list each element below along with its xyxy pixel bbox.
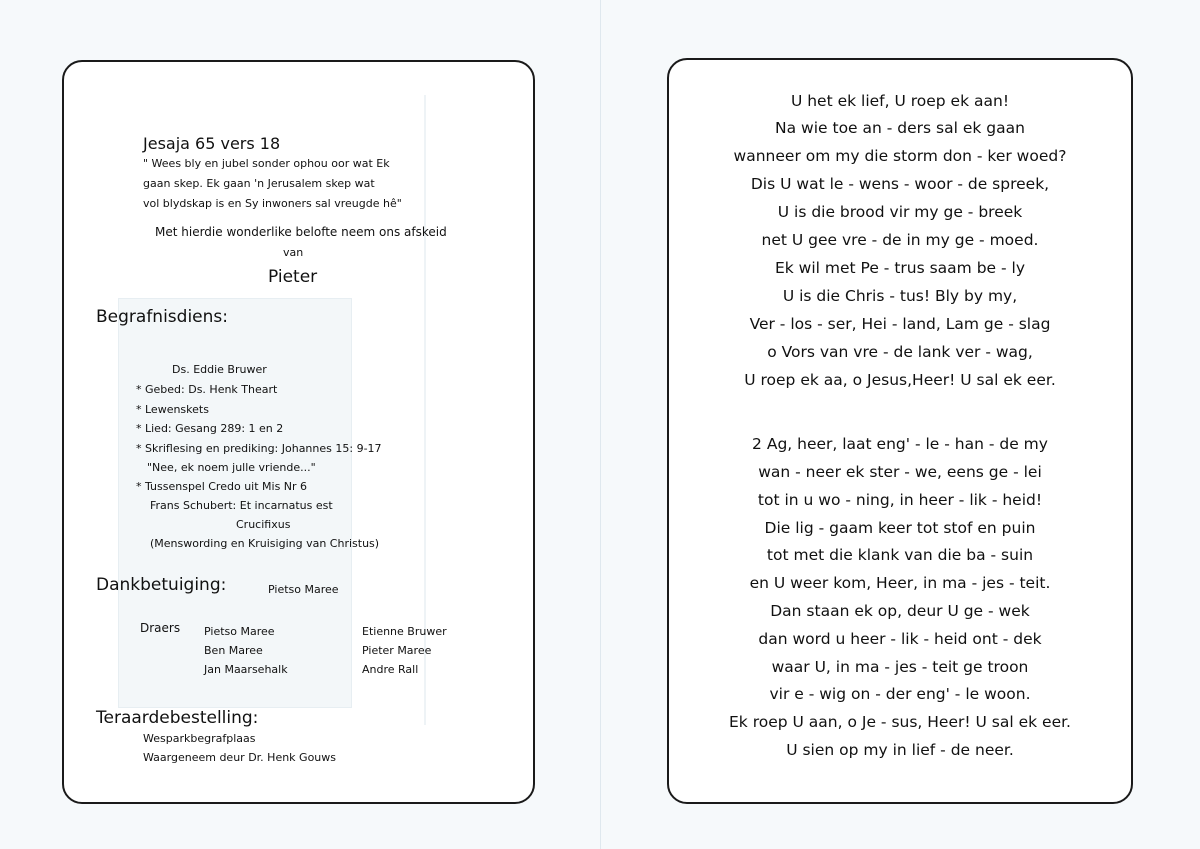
- hymn-line: U is die brood vir my ge - breek: [777, 203, 1023, 221]
- hymn-line: tot in u wo - ning, in heer - lik - heid!: [757, 491, 1043, 509]
- hymn-line: tot met die klank van die ba - suin: [766, 546, 1034, 564]
- hymn-line: Ver - los - ser, Hei - land, Lam ge - slag: [749, 315, 1051, 333]
- service-item: * Skriflesing en prediking: Johannes 15: 9-17: [136, 442, 382, 455]
- service-item: Ds. Eddie Bruwer: [172, 363, 267, 376]
- service-item: * Gebed: Ds. Henk Theart: [136, 383, 278, 396]
- hymn-line: Ek wil met Pe - trus saam be - ly: [774, 259, 1025, 277]
- service-item: Crucifixus: [236, 518, 291, 531]
- hymn-line: Die lig - gaam keer tot stof en puin: [764, 519, 1036, 537]
- hymn-line: 2 Ag, heer, laat eng' - le - han - de my: [752, 435, 1048, 453]
- thanks-name: Pietso Maree: [268, 583, 339, 596]
- service-item: * Tussenspel Credo uit Mis Nr 6: [136, 480, 308, 493]
- burial-place: Wesparkbegrafplaas: [143, 732, 256, 745]
- service-item: (Menswording en Kruisiging van Christus): [150, 537, 380, 550]
- hymn-line: wanneer om my die storm don - ker woed?: [733, 147, 1067, 165]
- thanks-heading: Dankbetuiging:: [96, 575, 227, 595]
- burial-heading: Teraardebestelling:: [96, 708, 259, 728]
- hymn-line: vir e - wig on - der eng' - le woon.: [769, 685, 1031, 703]
- bearer-name: Pieter Maree: [362, 644, 432, 657]
- hymn-line: Na wie toe an - ders sal ek gaan: [775, 119, 1025, 137]
- service-heading: Begrafnisdiens:: [96, 307, 228, 327]
- bearers-label: Draers: [140, 621, 181, 635]
- hymn-line: Ek roep U aan, o Je - sus, Heer! U sal ek eer.: [729, 713, 1071, 731]
- service-item: "Nee, ek noem julle vriende...": [147, 461, 316, 474]
- service-item: * Lewenskets: [136, 403, 209, 416]
- hymn-line: dan word u heer - lik - heid ont - dek: [758, 630, 1042, 648]
- bearer-name: Jan Maarsehalk: [204, 663, 288, 676]
- scripture-reference: Jesaja 65 vers 18: [143, 134, 281, 153]
- hymn-line: Dis U wat le - wens - woor - de spreek,: [750, 175, 1050, 193]
- bearer-name: Pietso Maree: [204, 625, 275, 638]
- hymn-line: U roep ek aa, o Jesus,Heer! U sal ek eer.: [744, 371, 1056, 389]
- bearer-name: Etienne Bruwer: [362, 625, 447, 638]
- hymn-line: net U gee vre - de in my ge - moed.: [761, 231, 1039, 249]
- bearer-name: Andre Rall: [362, 663, 419, 676]
- service-item: * Lied: Gesang 289: 1 en 2: [136, 422, 284, 435]
- farewell-line: van: [283, 246, 304, 259]
- hymn-line: Dan staan ek op, deur U ge - wek: [770, 602, 1030, 620]
- service-item: Frans Schubert: Et incarnatus est: [150, 499, 333, 512]
- scripture-line: gaan skep. Ek gaan 'n Jerusalem skep wat: [143, 177, 375, 190]
- page-fold: [600, 0, 601, 849]
- hymn-line: en U weer kom, Heer, in ma - jes - teit.: [749, 574, 1051, 592]
- hymn-line: U het ek lief, U roep ek aan!: [790, 92, 1010, 110]
- hymn-line: waar U, in ma - jes - teit ge troon: [771, 658, 1029, 676]
- hymn-line: wan - neer ek ster - we, eens ge - lei: [758, 463, 1042, 481]
- bearer-name: Ben Maree: [204, 644, 263, 657]
- hymn-line: U sien op my in lief - de neer.: [786, 741, 1014, 759]
- scripture-line: " Wees bly en jubel sonder ophou oor wat Ek: [143, 157, 390, 170]
- hymn-line: U is die Chris - tus! Bly by my,: [782, 287, 1018, 305]
- farewell-line: Met hierdie wonderlike belofte neem ons afskeid: [155, 225, 447, 239]
- hymn-line: o Vors van vre - de lank ver - wag,: [767, 343, 1033, 361]
- burial-officiant: Waargeneem deur Dr. Henk Gouws: [143, 751, 336, 764]
- deceased-name: Pieter: [268, 267, 318, 287]
- scripture-line: vol blydskap is en Sy inwoners sal vreugde hê": [143, 197, 402, 210]
